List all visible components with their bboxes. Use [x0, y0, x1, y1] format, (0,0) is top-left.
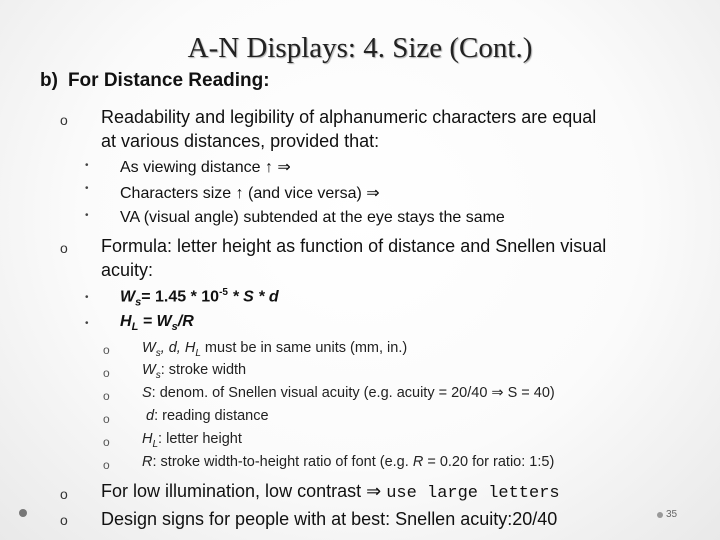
note-4	[142, 408, 269, 424]
note-text: : stroke width	[160, 362, 247, 378]
slide-title	[0, 32, 720, 65]
paragraph-1	[101, 105, 596, 153]
note-var: d	[142, 408, 155, 424]
formula-ws-sub: s	[171, 321, 178, 334]
formula-1	[120, 287, 279, 309]
note-text: : reading distance	[154, 408, 269, 424]
note-5	[142, 431, 242, 450]
note-var: R	[412, 454, 424, 470]
note-text: = 0.20 for ratio: 1:5)	[423, 454, 555, 470]
note-var-sub: L	[152, 438, 159, 450]
note-var: R	[142, 454, 153, 470]
note-var: S	[142, 385, 152, 401]
note-var-sub: s	[155, 369, 161, 381]
bullet-o: o	[103, 366, 110, 380]
note-var-sub: s	[155, 347, 161, 359]
bullet-o: o	[60, 486, 68, 502]
slide-title-text: A-N Displays: 4. Size (Cont.)	[187, 32, 533, 64]
page-number: 35	[666, 509, 678, 520]
sub-item-1: As viewing distance ↑ ⇒	[120, 159, 291, 176]
note-var-sub: L	[195, 347, 201, 359]
note-var: W	[142, 362, 156, 378]
paragraph-1-line-2: at various distances, provided that:	[101, 131, 380, 151]
section-text: For Distance Reading:	[67, 70, 270, 91]
bullet-dot: •	[85, 183, 89, 194]
note-text: must be in same units (mm, in.)	[200, 340, 408, 356]
section-heading	[40, 70, 270, 92]
bullet-dot: •	[85, 318, 89, 329]
note-6	[142, 454, 554, 470]
bullet-o: o	[103, 435, 110, 449]
formula-ws-sub: s	[135, 296, 142, 309]
formula-equals: = W	[138, 313, 172, 330]
sub-item-2: Characters size ↑ (and vice versa) ⇒	[120, 185, 380, 202]
sub-item-3: VA (visual angle) subtended at the eye stays the same	[120, 209, 505, 226]
bullet-o: o	[60, 240, 68, 256]
formula-constant: = 1.45 * 10	[141, 288, 220, 306]
paragraph-2	[101, 234, 606, 282]
bullet-o: o	[103, 458, 110, 472]
paragraph-4: Design signs for people with at best: Snellen acuity:20/40	[101, 509, 558, 529]
note-text: : letter height	[158, 431, 242, 447]
paragraph-3-text: For low illumination, low contrast ⇒	[101, 481, 387, 501]
note-1	[142, 340, 407, 359]
bullet-dot: •	[85, 292, 89, 303]
section-letter: b)	[40, 70, 58, 91]
formula-ws: W	[120, 288, 136, 306]
note-var: H	[142, 431, 153, 447]
bullet-o: o	[103, 389, 110, 403]
note-text: : stroke width-to-height ratio of font (e.g.	[152, 454, 413, 470]
note-text: : denom. of Snellen visual acuity (e.g. acuity = 20/40 ⇒ S = 40)	[151, 385, 555, 401]
bullet-o: o	[103, 343, 110, 357]
formula-rest: * S * d	[227, 288, 279, 306]
note-var: W	[142, 340, 156, 356]
formula-tail: /R	[177, 313, 194, 330]
bullet-o: o	[103, 412, 110, 426]
note-3	[142, 385, 555, 401]
note-var: , d, H	[160, 340, 196, 356]
paragraph-3	[101, 479, 560, 506]
note-2	[142, 362, 246, 381]
paragraph-1-line-1: Readability and legibility of alphanumeric characters are equal	[101, 107, 597, 127]
paragraph-2-line-2: acuity:	[101, 260, 154, 280]
bullet-dot: •	[85, 210, 89, 221]
bullet-o: o	[60, 512, 68, 528]
bullet-dot: •	[85, 160, 89, 171]
paragraph-3-mono: use large letters	[386, 484, 560, 503]
formula-hl-sub: L	[131, 321, 139, 334]
formula-2	[120, 313, 194, 333]
bullet-o: o	[60, 112, 68, 128]
formula-hl: H	[120, 313, 132, 330]
paragraph-2-line-1: Formula: letter height as function of distance and Snellen visual	[101, 236, 607, 256]
decorative-dot	[19, 509, 27, 517]
formula-exponent: -5	[219, 287, 228, 298]
